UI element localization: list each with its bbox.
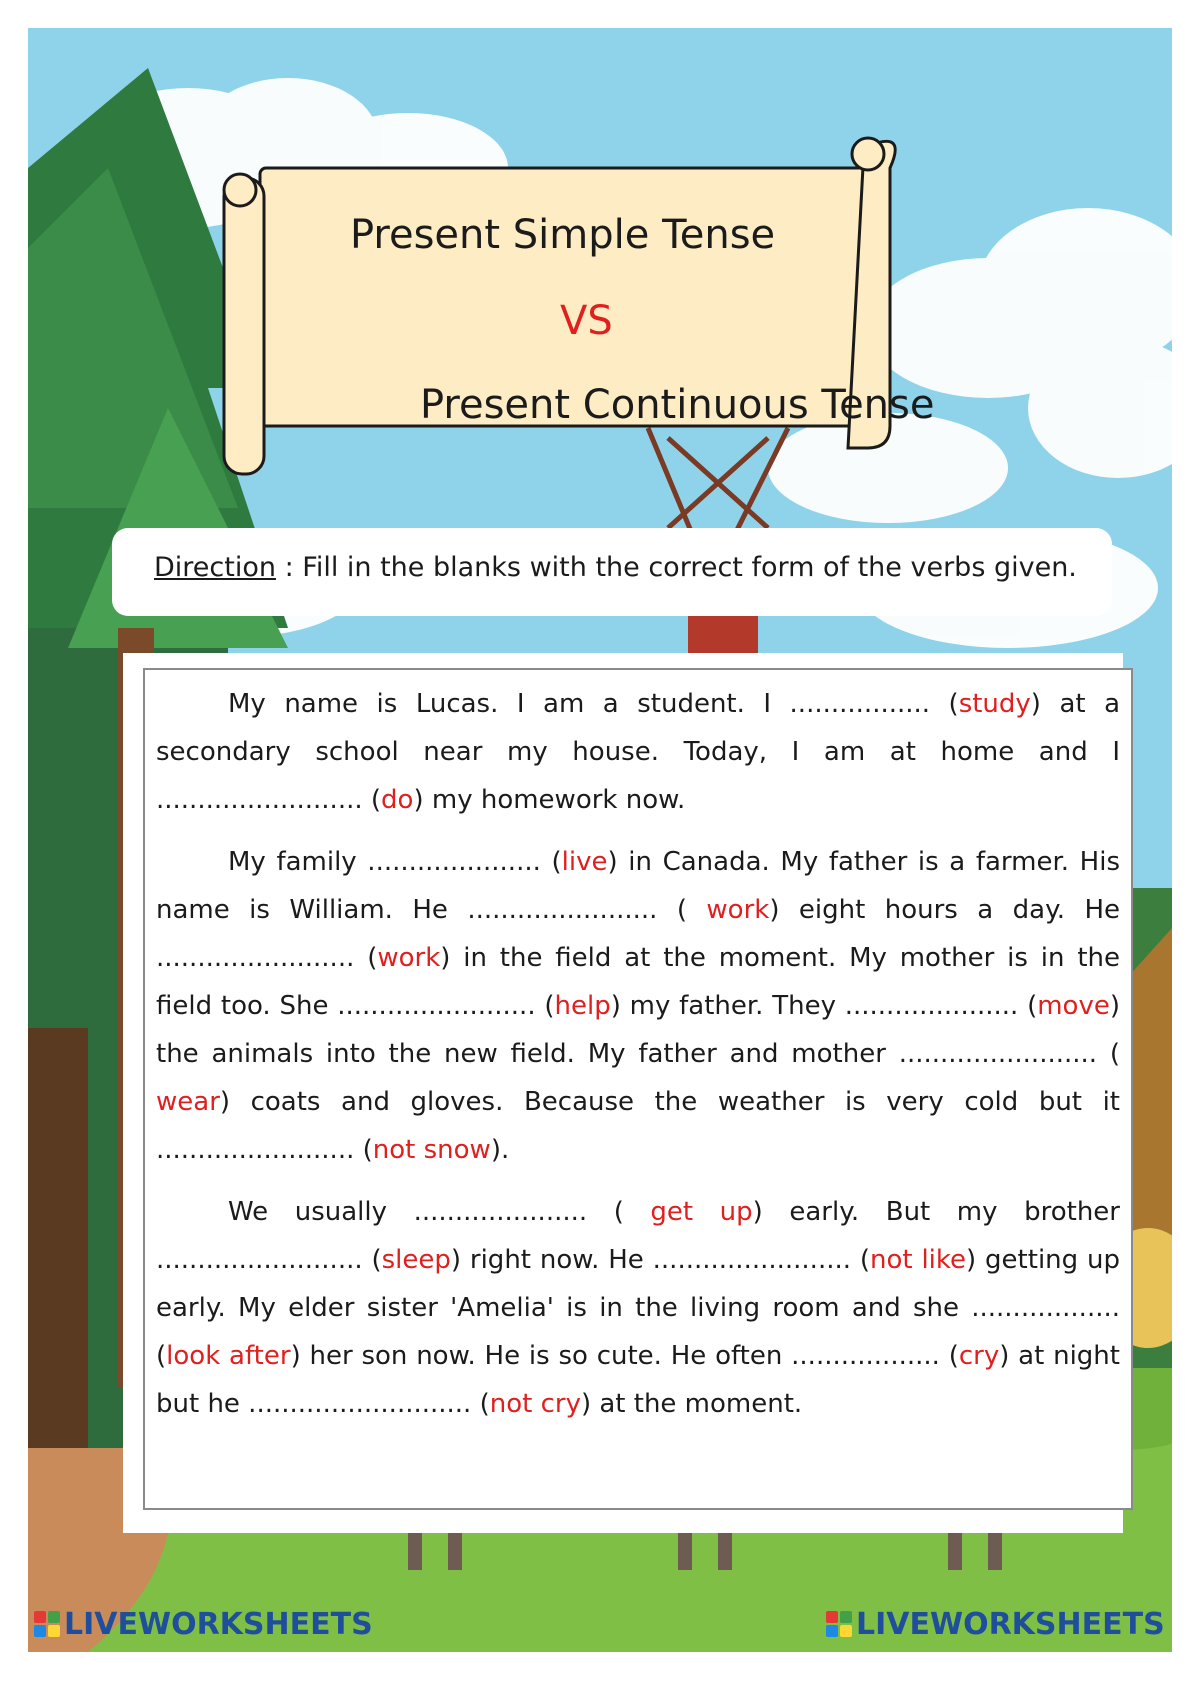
- passage-text: ) the animals into the new field. My father and mother ........................ (: [156, 991, 1120, 1069]
- passage-text: ) getting up early. My elder sister 'Amelia' is in the living room and she .................. (: [156, 1245, 1120, 1371]
- passage-text: ) right now. He ........................ (: [450, 1245, 871, 1275]
- verb-hint: do: [381, 785, 414, 815]
- direction-instruction: Fill in the blanks with the correct form of the verbs given.: [302, 552, 1077, 583]
- verb-hint: live: [561, 847, 608, 877]
- direction-box: [112, 528, 1112, 616]
- worksheet-background: [28, 28, 1172, 1652]
- direction-text: [154, 552, 1077, 583]
- watermark-left-text: LIVEWORKSHEETS: [64, 1606, 373, 1642]
- passage-text: ) in Canada. My father is a farmer. His name is William. He ....................... (: [156, 847, 1120, 925]
- title-present-continuous: Present Continuous Tense: [420, 382, 935, 428]
- direction-label: Direction: [154, 552, 276, 583]
- verb-hint: cry: [958, 1341, 1000, 1371]
- paragraph-3: [156, 1188, 1120, 1428]
- vs-label: VS: [560, 298, 613, 344]
- verb-hint: study: [958, 689, 1031, 719]
- verb-hint: not snow: [372, 1135, 491, 1165]
- passage-text: ) my homework now.: [413, 785, 686, 815]
- verb-hint: help: [554, 991, 611, 1021]
- direction-separator: :: [275, 552, 303, 583]
- passage-text: ) early. But my brother ......................... (: [156, 1197, 1120, 1275]
- verb-hint: get up: [650, 1197, 753, 1227]
- passage-text: ) at night but he ........................... (: [156, 1341, 1120, 1419]
- verb-hint: work: [706, 895, 770, 925]
- passage-text: My family ..................... (: [228, 847, 562, 877]
- paragraph-1: [156, 680, 1120, 824]
- watermark-right-text: LIVEWORKSHEETS: [856, 1606, 1165, 1642]
- passage-text: ).: [490, 1135, 510, 1165]
- watermark-left: [34, 1603, 373, 1645]
- passage-text: ) at a secondary school near my house. Today, I am at home and I ......................... (: [156, 689, 1120, 815]
- passage-text: ) coats and gloves. Because the weather is very cold but it ........................ (: [156, 1087, 1120, 1165]
- watermark-right: [826, 1603, 1165, 1645]
- liveworksheets-logo-icon: [34, 1611, 60, 1637]
- verb-hint: sleep: [381, 1245, 451, 1275]
- verb-hint: not like: [870, 1245, 967, 1275]
- verb-hint: work: [377, 943, 441, 973]
- passage-text: My name is Lucas. I am a student. I ................. (: [228, 689, 959, 719]
- passage-text: ) at the moment.: [580, 1389, 803, 1419]
- passage-frame: [143, 668, 1133, 1510]
- passage-text: ) my father. They ..................... (: [610, 991, 1038, 1021]
- liveworksheets-logo-icon: [826, 1611, 852, 1637]
- passage-text: ) her son now. He is so cute. He often .................. (: [290, 1341, 959, 1371]
- passage-text: ) in the field at the moment. My mother is in the field too. She ........................ (: [156, 943, 1120, 1021]
- verb-hint: move: [1037, 991, 1110, 1021]
- verb-hint: look after: [166, 1341, 291, 1371]
- passage-text: ) eight hours a day. He ........................ (: [156, 895, 1120, 973]
- verb-hint: wear: [156, 1087, 220, 1117]
- paragraph-2: [156, 838, 1120, 1174]
- passage-text: We usually ..................... (: [228, 1197, 651, 1227]
- passage-panel: [123, 653, 1123, 1533]
- title-present-simple: Present Simple Tense: [350, 212, 776, 258]
- verb-hint: not cry: [489, 1389, 581, 1419]
